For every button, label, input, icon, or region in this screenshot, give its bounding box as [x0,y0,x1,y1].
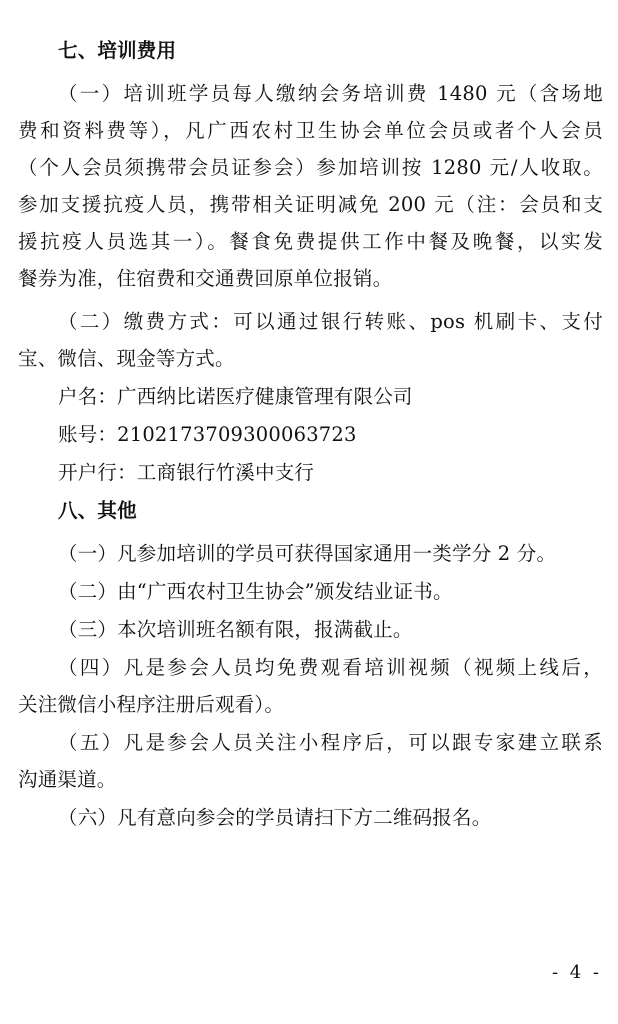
paragraph-line: （一）培训班学员每人缴纳会务培训费 1480 元（含场地 [58,82,603,105]
paragraph-line: （个人会员须携带会员证参会）参加培训按 1280 元/人收取。 [18,156,603,179]
list-item: （五）凡是参会人员关注小程序后，可以跟专家建立联系 [58,731,603,754]
account-number: 账号：2102173709300063723 [58,423,357,446]
list-item: （三）本次培训班名额有限，报满截止。 [58,618,413,641]
account-bank: 开户行：工商银行竹溪中支行 [58,461,315,484]
account-name: 户名：广西纳比诺医疗健康管理有限公司 [58,385,413,408]
paragraph-line: 参加支援抗疫人员，携带相关证明减免 200 元（注：会员和支 [18,193,603,216]
list-item: （一）凡参加培训的学员可获得国家通用一类学分 2 分。 [58,542,557,565]
list-item-continuation: 沟通渠道。 [18,768,117,791]
page-number: - 4 - [551,962,602,983]
list-item: （六）凡有意向参会的学员请扫下方二维码报名。 [58,806,492,829]
list-item-continuation: 关注微信小程序注册后观看）。 [18,693,285,716]
paragraph-line: （二）缴费方式：可以通过银行转账、pos 机刷卡、支付 [58,310,603,333]
paragraph-line: 餐券为准，住宿费和交通费回原单位报销。 [18,267,393,290]
list-item: （四）凡是参会人员均免费观看培训视频（视频上线后， [58,656,603,679]
paragraph-line: 费和资料费等），凡广西农村卫生协会单位会员或者个人会员 [18,119,603,142]
paragraph-line: 援抗疫人员选其一）。餐食免费提供工作中餐及晚餐，以实发 [18,230,603,253]
section-heading-fees: 七、培训费用 [58,39,177,62]
list-item: （二）由“广西农村卫生协会”颁发结业证书。 [58,580,453,603]
paragraph-line: 宝、微信、现金等方式。 [18,347,235,370]
section-heading-other: 八、其他 [58,499,137,522]
